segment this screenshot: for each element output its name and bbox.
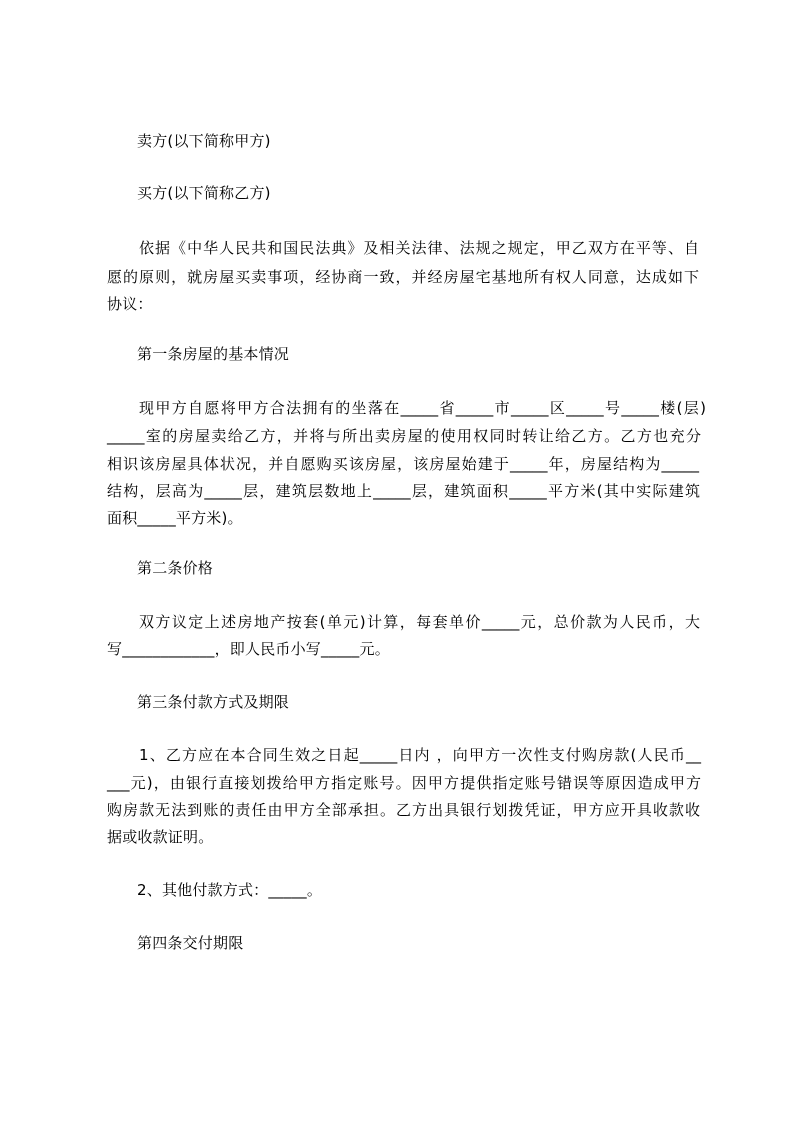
- article3-item2: 2、其他付款方式：_____。: [137, 881, 323, 899]
- intro-line-2: 愿的原则，就房屋买卖事项，经协商一致，并经房屋宅基地所有权人同意，达成如下: [107, 268, 699, 286]
- article1-title: 第一条房屋的基本情况: [137, 345, 290, 363]
- article3-item1-line-2: ___元)，由银行直接划拨给甲方指定账号。因甲方提供指定账号错误等原因造成甲方: [107, 774, 701, 792]
- article2-line-2: 写____________，即人民币小写_____元。: [107, 640, 390, 658]
- article1-line-2: _____室的房屋卖给乙方，并将与所出卖房屋的使用权同时转让给乙方。乙方也充分: [107, 427, 701, 445]
- article4-title: 第四条交付期限: [137, 934, 244, 952]
- article2-title: 第二条价格: [137, 559, 214, 577]
- article1-line-3: 相识该房屋具体状况，并自愿购买该房屋，该房屋始建于_____年，房屋结构为_____: [107, 455, 699, 473]
- intro-line-1: 依据《中华人民共和国民法典》及相关法律、法规之规定，甲乙双方在平等、自: [139, 239, 699, 257]
- article3-item1-line-1: 1、乙方应在本合同生效之日起_____日内 ，向甲方一次性支付购房款(人民币__: [139, 746, 701, 764]
- article2-line-1: 双方议定上述房地产按套(单元)计算，每套单价_____元，总价款为人民币，大: [139, 613, 700, 631]
- seller-line: 卖方(以下简称甲方): [137, 132, 271, 150]
- article3-item1-line-3: 购房款无法到账的责任由甲方全部承担。乙方出具银行划拨凭证，甲方应开具收款收: [107, 801, 700, 819]
- intro-line-3: 协议：: [107, 295, 153, 313]
- buyer-line: 买方(以下简称乙方): [137, 184, 271, 202]
- article3-title: 第三条付款方式及期限: [137, 693, 290, 711]
- article1-line-1: 现甲方自愿将甲方合法拥有的坐落在_____省_____市_____区_____号_____楼(层): [139, 399, 706, 417]
- article3-item1-line-4: 据或收款证明。: [107, 828, 214, 846]
- article1-line-4: 结构，层高为_____层，建筑层数地上_____层，建筑面积_____平方米(其中实际建筑: [107, 482, 700, 500]
- article1-line-5: 面积_____平方米)。: [107, 509, 243, 527]
